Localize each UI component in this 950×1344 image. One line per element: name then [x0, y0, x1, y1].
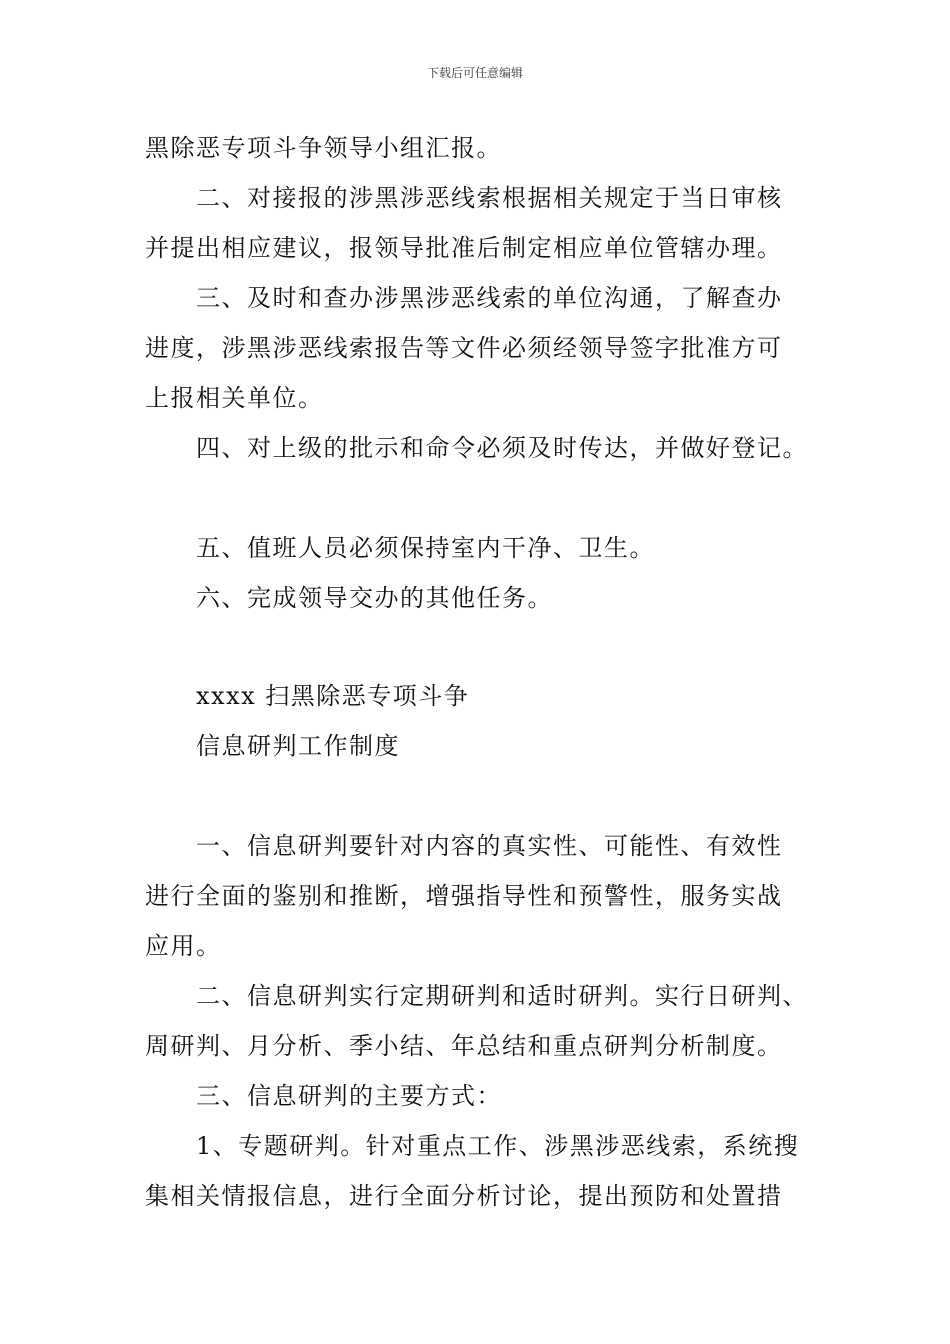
text-line: 六、完成领导交办的其他任务。	[196, 584, 553, 612]
text-line: 上报相关单位。	[145, 384, 324, 412]
text-line: 四、对上级的批示和命令必须及时传达，并做好登记。	[196, 434, 808, 462]
text-line: 应用。	[145, 932, 222, 960]
text-line: 黑除恶专项斗争领导小组汇报。	[145, 134, 502, 162]
text-line: 一、信息研判要针对内容的真实性、可能性、有效性	[196, 832, 783, 860]
text-line: 三、及时和查办涉黑涉恶线索的单位沟通，了解查办	[196, 284, 783, 312]
text-line: 1、专题研判。针对重点工作、涉黑涉恶线索，系统搜	[196, 1132, 800, 1160]
section-title: xxxx 扫黑除恶专项斗争	[196, 682, 470, 710]
text-line: 周研判、月分析、季小结、年总结和重点研判分析制度。	[145, 1032, 783, 1060]
text-line: 进度，涉黑涉恶线索报告等文件必须经领导签字批准方可	[145, 334, 783, 362]
section-subtitle: 信息研判工作制度	[196, 732, 400, 760]
text-line: 二、对接报的涉黑涉恶线索根据相关规定于当日审核	[196, 184, 783, 212]
page-header: 下载后可任意编辑	[426, 66, 523, 80]
text-line: 五、值班人员必须保持室内干净、卫生。	[196, 534, 655, 562]
text-line: 二、信息研判实行定期研判和适时研判。实行日研判、	[196, 982, 808, 1010]
text-line: 三、信息研判的主要方式：	[196, 1082, 502, 1110]
text-line: 并提出相应建议，报领导批准后制定相应单位管辖办理。	[145, 234, 783, 262]
text-line: 集相关情报信息，进行全面分析讨论，提出预防和处置措	[145, 1182, 783, 1210]
text-line: 进行全面的鉴别和推断，增强指导性和预警性，服务实战	[145, 882, 783, 910]
